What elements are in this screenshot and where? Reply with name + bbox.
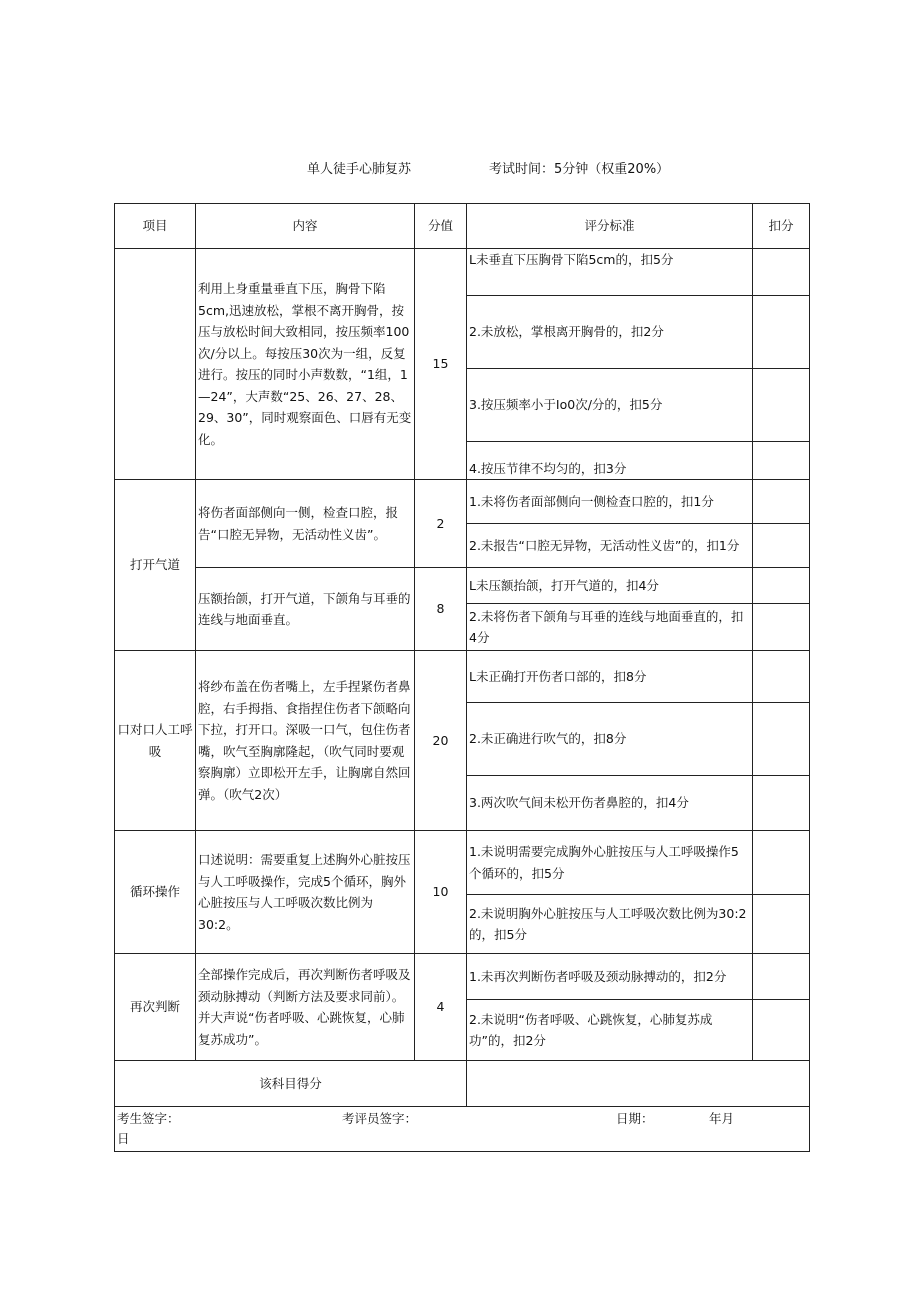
- criteria-cell: 1.未再次判断伤者呼吸及颈动脉搏动的，扣2分: [467, 954, 753, 1000]
- deduction-cell[interactable]: [753, 831, 810, 895]
- item-cell: 打开气道: [115, 480, 196, 651]
- item-cell: [115, 249, 196, 480]
- subject-score-value[interactable]: [467, 1061, 810, 1107]
- signature-row: [115, 1107, 810, 1152]
- criteria-cell: 3.按压频率小于Io0次/分的，扣5分: [467, 369, 753, 442]
- table-row: [115, 651, 810, 703]
- score-cell: 15: [415, 249, 467, 480]
- examiner-signature-label: 考评员签字：: [342, 1111, 418, 1126]
- date-label: 日期：: [616, 1111, 654, 1126]
- deduction-cell[interactable]: [753, 296, 810, 369]
- item-cell: 循环操作: [115, 831, 196, 954]
- criteria-cell: 1.未将伤者面部侧向一侧检查口腔的，扣1分: [467, 480, 753, 524]
- score-cell: 10: [415, 831, 467, 954]
- table-row: [115, 249, 810, 296]
- criteria-cell: 3.两次吹气间未松开伤者鼻腔的，扣4分: [467, 776, 753, 831]
- score-cell: 2: [415, 480, 467, 568]
- exam-info: 考试时间：5分钟（权重20%）: [489, 162, 670, 177]
- item-cell: 口对口人工呼吸: [115, 651, 196, 831]
- score-cell: 4: [415, 954, 467, 1061]
- deduction-cell[interactable]: [753, 1000, 810, 1061]
- content-cell: 压额抬颌，打开气道，下颌角与耳垂的连线与地面垂直。: [196, 568, 415, 651]
- criteria-cell: 2.未将伤者下颌角与耳垂的连线与地面垂直的，扣4分: [467, 604, 753, 651]
- year-month-label: 年月: [709, 1111, 735, 1126]
- examinee-signature-label: 考生签字：: [117, 1111, 180, 1126]
- deduction-cell[interactable]: [753, 776, 810, 831]
- table-row: [115, 831, 810, 895]
- criteria-cell: 2.未放松，掌根离开胸骨的，扣2分: [467, 296, 753, 369]
- criteria-cell: L未压额抬颌，打开气道的，扣4分: [467, 568, 753, 604]
- header-criteria: 评分标准: [467, 204, 753, 249]
- criteria-cell: 2.未正确进行吹气的，扣8分: [467, 703, 753, 776]
- deduction-cell[interactable]: [753, 651, 810, 703]
- scoring-table: [114, 203, 810, 1152]
- deduction-cell[interactable]: [753, 369, 810, 442]
- deduction-cell[interactable]: [753, 895, 810, 954]
- deduction-cell[interactable]: [753, 703, 810, 776]
- deduction-cell[interactable]: [753, 249, 810, 296]
- content-cell: 将纱布盖在伤者嘴上，左手捏紧伤者鼻腔，右手拇指、食指捏住伤者下颌略向下拉，打开口。深吸一口气，包住伤者嘴，吹气至胸廓隆起，（吹气同时要观察胸廓）立即松开左手，让胸廓自然回弹。（吹气2次）: [196, 651, 415, 831]
- table-header-row: [115, 204, 810, 249]
- header-item: 项目: [115, 204, 196, 249]
- deduction-cell[interactable]: [753, 442, 810, 480]
- criteria-cell: L未垂直下压胸骨下陷5cm的，扣5分: [467, 249, 753, 296]
- criteria-cell: 2.未报告“口腔无异物，无活动性义齿”的，扣1分: [467, 524, 753, 568]
- criteria-cell: 1.未说明需要完成胸外心脏按压与人工呼吸操作5个循环的，扣5分: [467, 831, 753, 895]
- criteria-cell: 4.按压节律不均匀的，扣3分: [467, 442, 753, 480]
- page-title: [0, 160, 920, 180]
- table-row: [115, 568, 810, 604]
- subject-score-row: [115, 1061, 810, 1107]
- content-cell: 口述说明：需要重复上述胸外心脏按压与人工呼吸操作，完成5个循环，胸外心脏按压与人工呼吸次数比例为30:2。: [196, 831, 415, 954]
- table-row: [115, 480, 810, 524]
- signature-cell: [115, 1107, 810, 1152]
- subject-score-label: 该科目得分: [115, 1061, 467, 1107]
- day-label: 日: [117, 1131, 130, 1146]
- header-deduction: 扣分: [753, 204, 810, 249]
- deduction-cell[interactable]: [753, 480, 810, 524]
- score-cell: 8: [415, 568, 467, 651]
- content-cell: 利用上身重量垂直下压，胸骨下陷5cm,迅速放松，掌根不离开胸骨，按压与放松时间大致相同，按压频率100次/分以上。每按压30次为一组，反复进行。按压的同时小声数数，“1组，1—24”，大声数“25、26、27、28、29、30”，同时观察面色、口唇有无变化。: [196, 249, 415, 480]
- deduction-cell[interactable]: [753, 568, 810, 604]
- content-cell: 将伤者面部侧向一侧，检查口腔，报告“口腔无异物，无活动性义齿”。: [196, 480, 415, 568]
- header-score: 分值: [415, 204, 467, 249]
- criteria-cell: 2.未说明“伤者呼吸、心跳恢复，心肺复苏成功”的，扣2分: [467, 1000, 753, 1061]
- score-cell: 20: [415, 651, 467, 831]
- document-title: 单人徒手心肺复苏: [307, 162, 412, 177]
- item-cell: 再次判断: [115, 954, 196, 1061]
- header-content: 内容: [196, 204, 415, 249]
- deduction-cell[interactable]: [753, 954, 810, 1000]
- table-row: [115, 954, 810, 1000]
- deduction-cell[interactable]: [753, 604, 810, 651]
- criteria-cell: 2.未说明胸外心脏按压与人工呼吸次数比例为30:2的，扣5分: [467, 895, 753, 954]
- deduction-cell[interactable]: [753, 524, 810, 568]
- content-cell: 全部操作完成后，再次判断伤者呼吸及颈动脉搏动（判断方法及要求同前）。并大声说“伤者呼吸、心跳恢复，心肺复苏成功”。: [196, 954, 415, 1061]
- criteria-cell: L未正确打开伤者口部的，扣8分: [467, 651, 753, 703]
